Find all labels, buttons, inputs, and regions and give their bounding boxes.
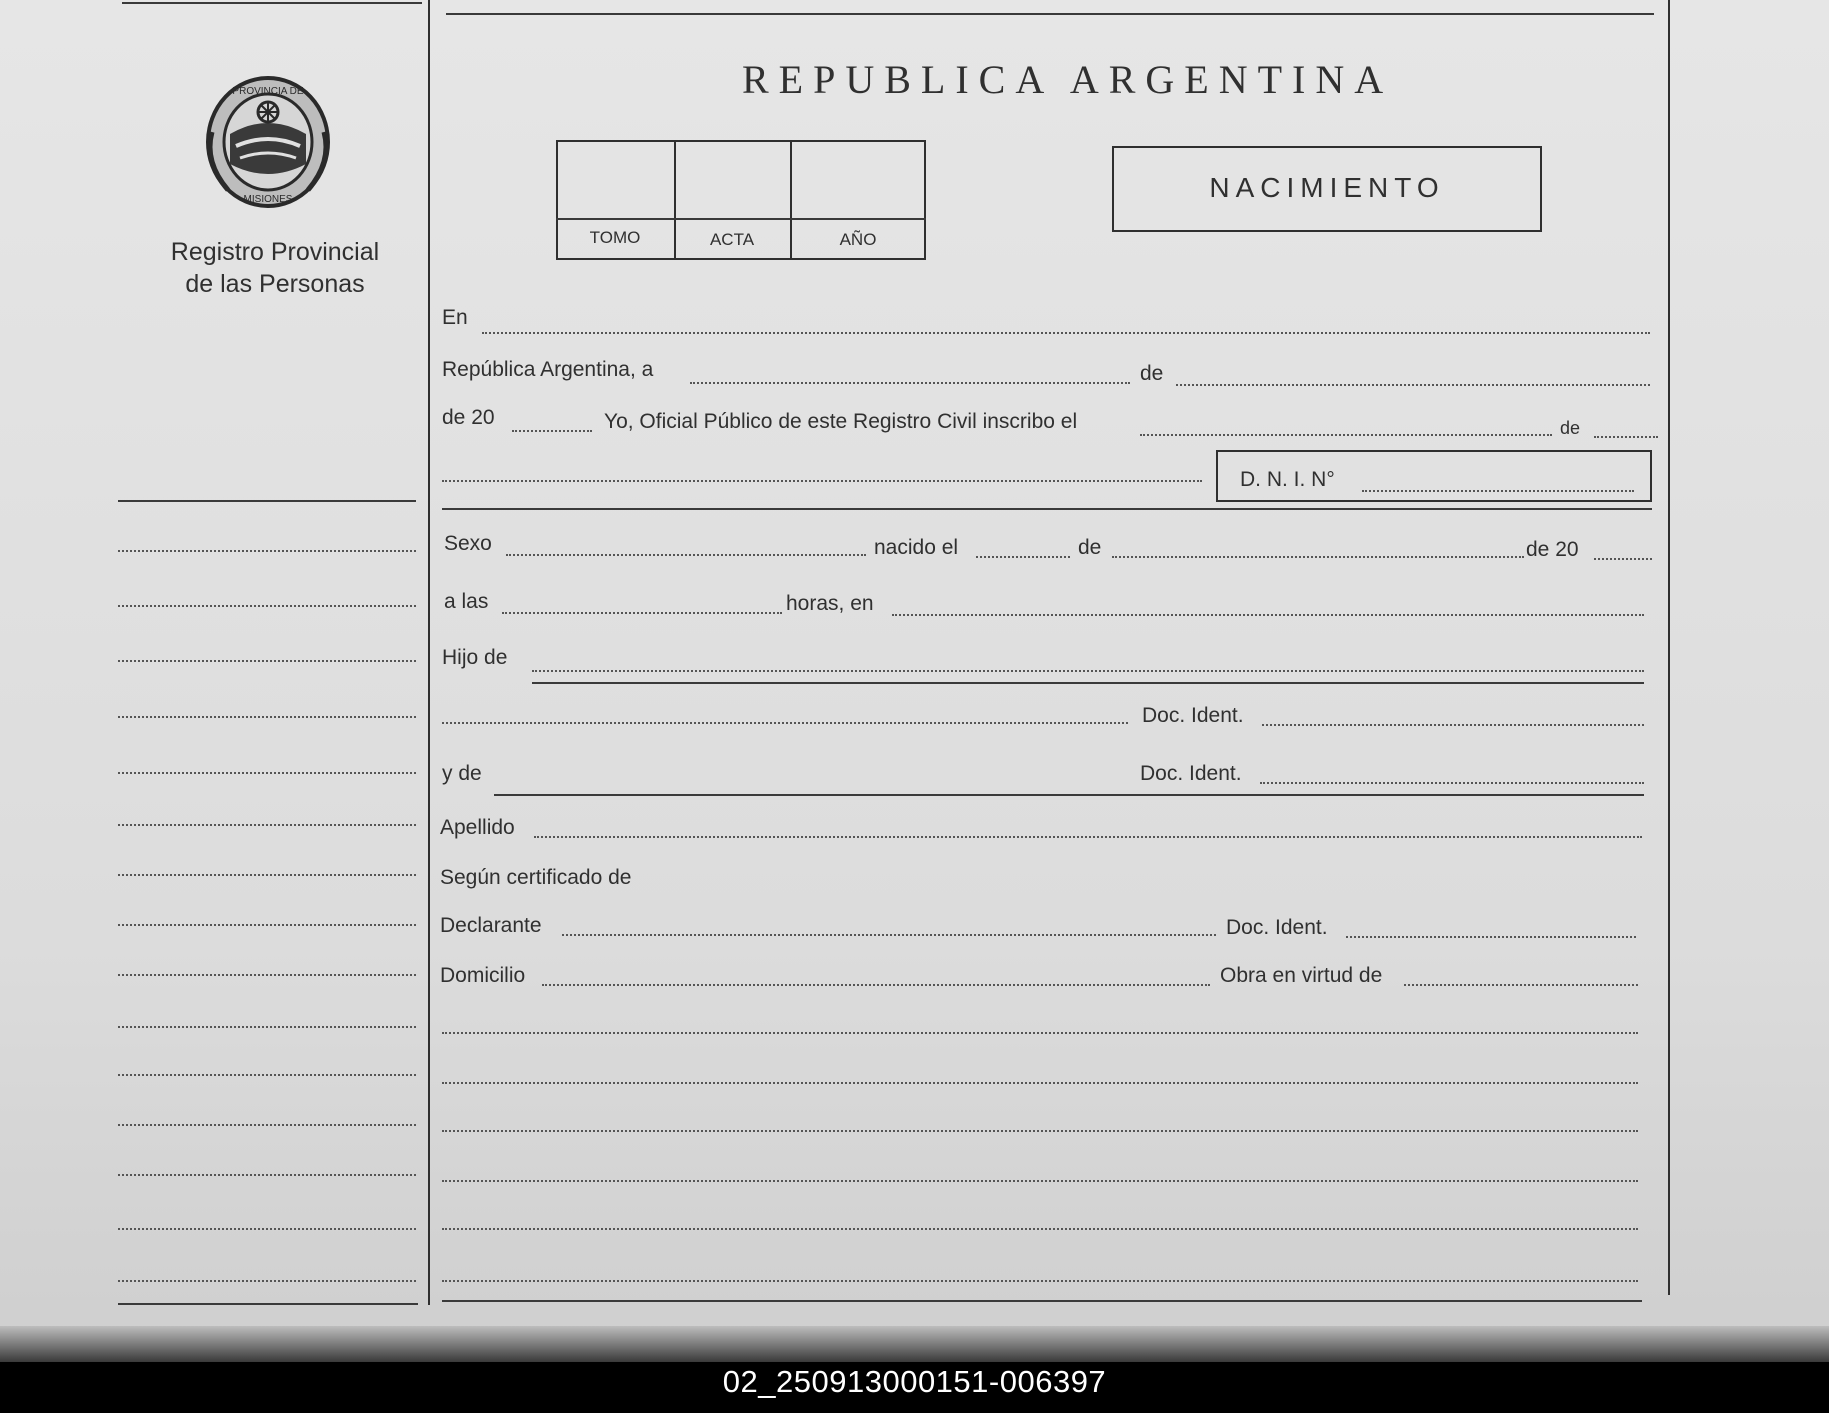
segun-certificado-label: Según certificado de	[440, 866, 632, 889]
nacido-mes-field[interactable]	[1112, 556, 1524, 558]
hijo-de-rule	[532, 682, 1644, 684]
provincial-seal-logo	[200, 72, 336, 212]
republica-label: República Argentina, a	[442, 358, 654, 381]
document-title: REPUBLICA ARGENTINA	[742, 57, 1394, 102]
paper-edge-shadow	[0, 1326, 1829, 1362]
madre-doc-field[interactable]	[1260, 782, 1644, 784]
horas-en-label: horas, en	[786, 592, 874, 615]
apellido-field[interactable]	[534, 836, 1642, 838]
nacido-anio-field[interactable]	[1594, 558, 1652, 560]
top-rule-right	[446, 13, 1654, 15]
sidebar-rule-top	[118, 500, 416, 502]
oficial-label: Yo, Oficial Público de este Registro Civil inscribo el	[604, 410, 1078, 433]
hora-field[interactable]	[502, 612, 782, 614]
de-label: de	[1140, 362, 1164, 385]
org-name-line2: de las Personas	[185, 270, 365, 298]
y-de-rule	[494, 794, 1644, 796]
padre-nombre-field[interactable]	[442, 722, 1128, 724]
svg-text:PROVINCIA DE: PROVINCIA DE	[232, 86, 304, 97]
obra-en-virtud-label: Obra en virtud de	[1220, 964, 1383, 987]
sidebar-line[interactable]	[118, 824, 416, 826]
doc-ident-label-1: Doc. Ident.	[1142, 704, 1244, 727]
nacido-el-label: nacido el	[874, 536, 959, 559]
anio-inscripcion-field[interactable]	[512, 430, 592, 432]
observaciones-line[interactable]	[442, 1228, 1638, 1230]
dni-label: D. N. I. N°	[1240, 468, 1335, 491]
tomo-label: TOMO	[589, 228, 641, 247]
sidebar-divider	[428, 0, 430, 1305]
inscripcion-de-field[interactable]	[1594, 436, 1658, 438]
de20-label: de 20	[442, 406, 495, 429]
sidebar-line[interactable]	[118, 1280, 416, 1282]
sexo-label: Sexo	[444, 532, 492, 555]
inscripcion-field[interactable]	[1140, 434, 1552, 436]
padre-field[interactable]	[532, 670, 1644, 672]
doc-ident-label-2: Doc. Ident.	[1140, 762, 1242, 785]
nombre-field[interactable]	[442, 480, 1202, 482]
lugar-nacimiento-field[interactable]	[892, 614, 1644, 616]
declarante-label: Declarante	[440, 914, 542, 937]
y-de-label: y de	[442, 762, 482, 785]
sidebar-line[interactable]	[118, 924, 416, 926]
sidebar-line[interactable]	[118, 874, 416, 876]
dia-field[interactable]	[690, 382, 1130, 384]
domicilio-label: Domicilio	[440, 964, 526, 987]
apellido-label: Apellido	[440, 816, 515, 839]
sidebar-line[interactable]	[118, 1174, 416, 1176]
nacido-dia-field[interactable]	[976, 556, 1070, 558]
en-label: En	[442, 306, 468, 329]
observaciones-line[interactable]	[442, 1032, 1638, 1034]
observaciones-line[interactable]	[442, 1280, 1638, 1282]
a-las-label: a las	[444, 590, 489, 613]
sidebar-line[interactable]	[118, 660, 416, 662]
sidebar-line[interactable]	[118, 772, 416, 774]
sidebar-line[interactable]	[118, 1026, 416, 1028]
padre-doc-field[interactable]	[1262, 724, 1644, 726]
record-type-label: NACIMIENTO	[1209, 172, 1445, 203]
right-border	[1668, 0, 1670, 1295]
declarante-doc-field[interactable]	[1346, 936, 1636, 938]
sidebar-line[interactable]	[118, 716, 416, 718]
nacido-de-label: de	[1078, 536, 1102, 559]
dni-field[interactable]	[1362, 490, 1634, 492]
observaciones-line[interactable]	[442, 1082, 1638, 1084]
org-name-line1: Registro Provincial	[170, 238, 380, 266]
document-code: 02_250913000151-006397	[722, 1364, 1107, 1399]
sidebar-line[interactable]	[118, 1124, 416, 1126]
top-rule-left	[122, 2, 422, 4]
sidebar-line[interactable]	[118, 550, 416, 552]
sidebar-line[interactable]	[118, 605, 416, 607]
section-rule	[442, 508, 1652, 510]
sidebar-line[interactable]	[118, 974, 416, 976]
tomo-field[interactable]	[558, 142, 672, 216]
anio-field[interactable]	[792, 142, 924, 216]
bottom-rule	[442, 1300, 1642, 1302]
sidebar-rule-bottom	[118, 1303, 418, 1305]
hijo-de-label: Hijo de	[442, 646, 508, 669]
obra-en-virtud-field[interactable]	[1404, 984, 1638, 986]
svg-text:MISIONES: MISIONES	[243, 194, 293, 205]
mes-field[interactable]	[1176, 384, 1650, 386]
en-field[interactable]	[482, 332, 1650, 334]
de-label-2: de	[1560, 418, 1581, 438]
observaciones-line[interactable]	[442, 1130, 1638, 1132]
acta-field[interactable]	[676, 142, 788, 216]
observaciones-line[interactable]	[442, 1180, 1638, 1182]
nacido-de20-label: de 20	[1526, 538, 1579, 561]
registry-grid-rule	[556, 218, 926, 220]
sidebar-line[interactable]	[118, 1074, 416, 1076]
doc-ident-label-3: Doc. Ident.	[1226, 916, 1328, 939]
sexo-field[interactable]	[506, 554, 866, 556]
declarante-field[interactable]	[562, 934, 1216, 936]
sidebar-line[interactable]	[118, 1228, 416, 1230]
anio-label: AÑO	[839, 230, 877, 249]
acta-label: ACTA	[709, 230, 755, 249]
domicilio-field[interactable]	[542, 984, 1210, 986]
